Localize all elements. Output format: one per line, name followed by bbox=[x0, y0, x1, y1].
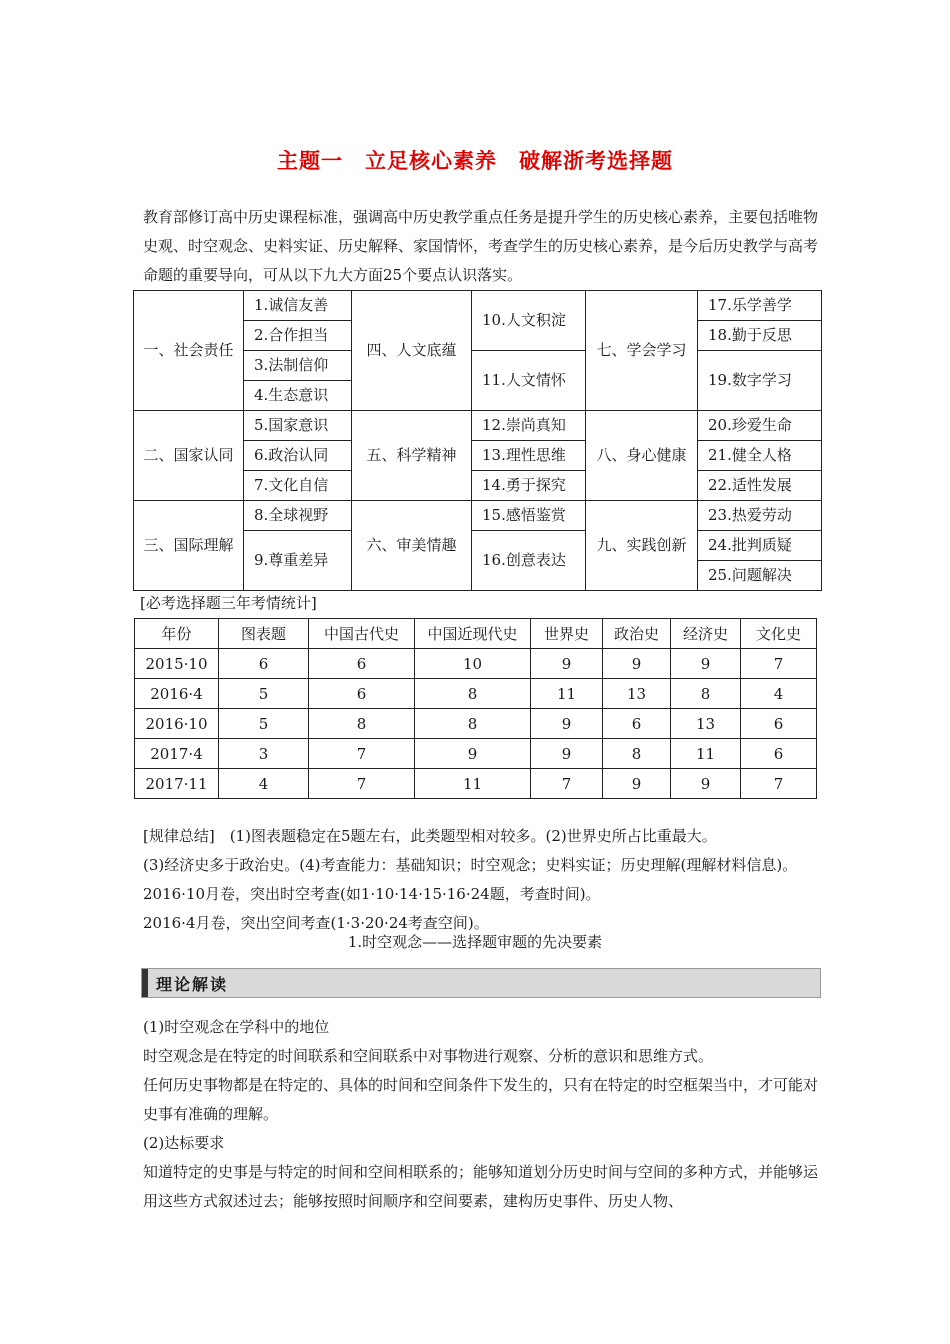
table-cell: 2016·4 bbox=[135, 679, 219, 709]
stats-caption: [必考选择题三年考情统计] bbox=[140, 594, 317, 612]
table-cell: 6 bbox=[309, 679, 415, 709]
item-cell: 22.适性发展 bbox=[698, 471, 822, 501]
item-cell: 25.问题解决 bbox=[698, 561, 822, 591]
summary-line: (3)经济史多于政治史。(4)考查能力：基础知识；时空观念；史料实证；历史理解(理解材料信息)。2016·10月卷，突出时空考查(如1·10·14·15·16·24题，考查时间)。 bbox=[143, 856, 798, 903]
page-title: 主题一 立足核心素养 破解浙考选择题 bbox=[277, 149, 673, 173]
body-paragraph: 知道特定的史事是与特定的时间和空间相联系的；能够知道划分历史时间与空间的多种方式，并能够运用这些方式叙述过去；能够按照时间顺序和空间要素，建构历史事件、历史人物、 bbox=[143, 1163, 819, 1210]
column-header: 年份 bbox=[135, 619, 219, 649]
category-cell: 四、人文底蕴 bbox=[352, 291, 472, 411]
column-header: 经济史 bbox=[671, 619, 741, 649]
column-header: 图表题 bbox=[219, 619, 309, 649]
table-cell: 9 bbox=[531, 649, 603, 679]
item-cell: 9.尊重差异 bbox=[244, 531, 352, 591]
item-cell: 12.崇尚真知 bbox=[472, 411, 586, 441]
subsection-heading: 1.时空观念——选择题审题的先决要素 bbox=[347, 933, 603, 951]
item-cell: 16.创意表达 bbox=[472, 531, 586, 591]
table-cell: 4 bbox=[741, 679, 817, 709]
table-cell: 13 bbox=[603, 679, 671, 709]
table-cell: 3 bbox=[219, 739, 309, 769]
table-cell: 9 bbox=[603, 769, 671, 799]
column-header: 政治史 bbox=[603, 619, 671, 649]
item-cell: 6.政治认同 bbox=[244, 441, 352, 471]
item-cell: 18.勤于反思 bbox=[698, 321, 822, 351]
item-cell: 2.合作担当 bbox=[244, 321, 352, 351]
table-cell: 5 bbox=[219, 709, 309, 739]
category-cell: 三、国际理解 bbox=[134, 501, 244, 591]
table-cell: 9 bbox=[603, 649, 671, 679]
category-cell: 八、身心健康 bbox=[586, 411, 698, 501]
item-cell: 20.珍爱生命 bbox=[698, 411, 822, 441]
table-cell: 8 bbox=[415, 709, 531, 739]
intro-paragraph: 教育部修订高中历史课程标准，强调高中历史教学重点任务是提升学生的历史核心素养，主要包括唯物史观、时空观念、史料实证、历史解释、家国情怀，考查学生的历史核心素养，是今后历史教学与高考命题的重要导向，可从以下九大方面25个要点认识落实。 bbox=[143, 208, 819, 284]
section-banner bbox=[141, 968, 821, 998]
table-cell: 9 bbox=[671, 649, 741, 679]
table-cell: 8 bbox=[603, 739, 671, 769]
table-cell: 2015·10 bbox=[135, 649, 219, 679]
banner-accent-bar bbox=[142, 969, 148, 997]
category-cell: 六、审美情趣 bbox=[352, 501, 472, 591]
table-row bbox=[135, 739, 817, 769]
table-cell: 7 bbox=[741, 769, 817, 799]
table-cell: 9 bbox=[671, 769, 741, 799]
table-row bbox=[135, 769, 817, 799]
table-cell: 6 bbox=[741, 739, 817, 769]
table-row bbox=[135, 709, 817, 739]
item-cell: 13.理性思维 bbox=[472, 441, 586, 471]
table-cell: 4 bbox=[219, 769, 309, 799]
table-cell: 9 bbox=[531, 709, 603, 739]
table-cell: 2017·4 bbox=[135, 739, 219, 769]
table-cell: 7 bbox=[309, 739, 415, 769]
category-cell: 七、学会学习 bbox=[586, 291, 698, 411]
table-cell: 7 bbox=[309, 769, 415, 799]
item-cell: 14.勇于探究 bbox=[472, 471, 586, 501]
item-cell: 7.文化自信 bbox=[244, 471, 352, 501]
table-cell: 11 bbox=[671, 739, 741, 769]
table-row bbox=[135, 649, 817, 679]
table-cell: 13 bbox=[671, 709, 741, 739]
table-cell: 6 bbox=[741, 709, 817, 739]
item-cell: 10.人文积淀 bbox=[472, 291, 586, 351]
column-header: 文化史 bbox=[741, 619, 817, 649]
item-cell: 8.全球视野 bbox=[244, 501, 352, 531]
column-header: 中国近现代史 bbox=[415, 619, 531, 649]
table-cell: 11 bbox=[415, 769, 531, 799]
summary-line: [规律总结] (1)图表题稳定在5题左右，此类题型相对较多。(2)世界史所占比重最大。 bbox=[143, 827, 717, 845]
section-label: 理论解读 bbox=[156, 975, 229, 994]
body-paragraph: (1)时空观念在学科中的地位 bbox=[143, 1018, 330, 1036]
table-cell: 9 bbox=[531, 739, 603, 769]
item-cell: 4.生态意识 bbox=[244, 381, 352, 411]
item-cell: 15.感悟鉴赏 bbox=[472, 501, 586, 531]
table-cell: 6 bbox=[603, 709, 671, 739]
table-cell: 7 bbox=[531, 769, 603, 799]
item-cell: 21.健全人格 bbox=[698, 441, 822, 471]
item-cell: 24.批判质疑 bbox=[698, 531, 822, 561]
table-cell: 8 bbox=[671, 679, 741, 709]
table-cell: 6 bbox=[309, 649, 415, 679]
item-cell: 5.国家意识 bbox=[244, 411, 352, 441]
column-header: 世界史 bbox=[531, 619, 603, 649]
table-header-row bbox=[135, 619, 817, 649]
body-paragraph: 任何历史事物都是在特定的、具体的时间和空间条件下发生的，只有在特定的时空框架当中，才可能对史事有准确的理解。 bbox=[143, 1076, 819, 1123]
summary-block bbox=[143, 822, 823, 938]
table-cell: 8 bbox=[415, 679, 531, 709]
item-cell: 3.法制信仰 bbox=[244, 351, 352, 381]
body-paragraph: (2)达标要求 bbox=[143, 1134, 225, 1152]
table-cell: 5 bbox=[219, 679, 309, 709]
item-cell: 1.诚信友善 bbox=[244, 291, 352, 321]
column-header: 中国古代史 bbox=[309, 619, 415, 649]
category-cell: 五、科学精神 bbox=[352, 411, 472, 501]
table-cell: 7 bbox=[741, 649, 817, 679]
body-paragraph: 时空观念是在特定的时间联系和空间联系中对事物进行观察、分析的意识和思维方式。 bbox=[143, 1047, 714, 1065]
item-cell: 23.热爱劳动 bbox=[698, 501, 822, 531]
category-cell: 二、国家认同 bbox=[134, 411, 244, 501]
table-cell: 2016·10 bbox=[135, 709, 219, 739]
table-cell: 8 bbox=[309, 709, 415, 739]
item-cell: 11.人文情怀 bbox=[472, 351, 586, 411]
category-cell: 一、社会责任 bbox=[134, 291, 244, 411]
category-cell: 九、实践创新 bbox=[586, 501, 698, 591]
exam-stats-table bbox=[134, 618, 817, 799]
table-cell: 9 bbox=[415, 739, 531, 769]
body-text bbox=[143, 1013, 823, 1216]
table-cell: 10 bbox=[415, 649, 531, 679]
table-row bbox=[135, 679, 817, 709]
table-cell: 6 bbox=[219, 649, 309, 679]
summary-line: 2016·4月卷，突出空间考查(1·3·20·24考查空间)。 bbox=[143, 914, 489, 932]
literacy-table bbox=[133, 290, 822, 591]
table-cell: 11 bbox=[531, 679, 603, 709]
item-cell: 17.乐学善学 bbox=[698, 291, 822, 321]
item-cell: 19.数字学习 bbox=[698, 351, 822, 411]
table-cell: 2017·11 bbox=[135, 769, 219, 799]
